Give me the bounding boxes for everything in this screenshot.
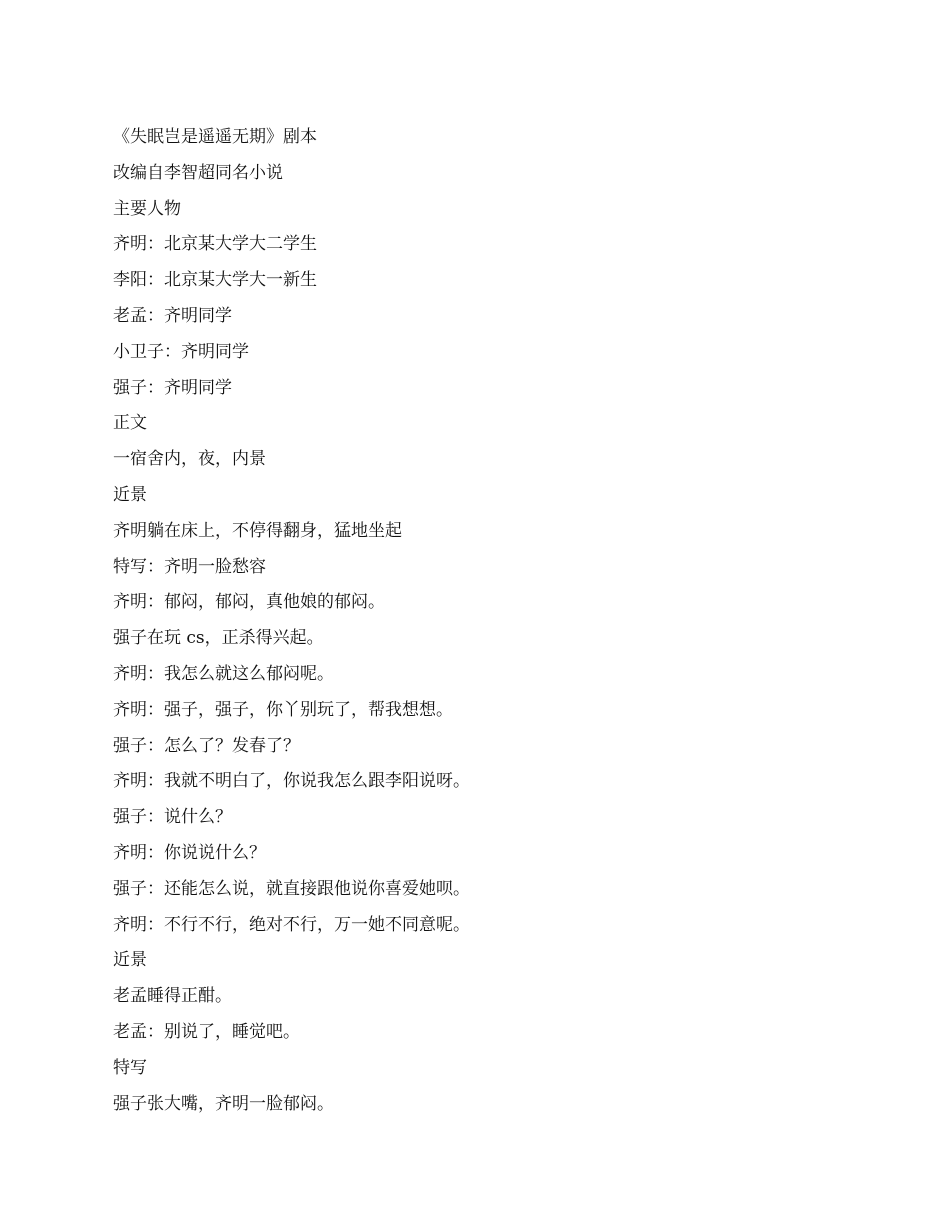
action-line: 老孟睡得正酣。 <box>113 986 232 1007</box>
section-heading-characters: 主要人物 <box>113 198 181 219</box>
character-entry: 小卫子：齐明同学 <box>113 341 249 362</box>
character-entry: 强子：齐明同学 <box>113 377 232 398</box>
section-heading-main: 正文 <box>113 413 147 434</box>
dialogue-line: 齐明：不行不行，绝对不行，万一她不同意呢。 <box>113 914 470 935</box>
script-title: 《失眠岂是遥遥无期》剧本 <box>113 127 317 147</box>
shot-direction: 近景 <box>113 484 147 505</box>
scene-heading: 一宿舍内，夜，内景 <box>113 449 266 470</box>
action-line: 强子在玩 cs，正杀得兴起。 <box>113 628 324 649</box>
character-entry: 李阳：北京某大学大一新生 <box>113 270 317 291</box>
dialogue-line: 齐明：强子，强子，你丫别玩了，帮我想想。 <box>113 699 453 720</box>
shot-direction: 特写：齐明一脸愁容 <box>113 556 266 577</box>
dialogue-line: 齐明：你说说什么？ <box>113 842 266 863</box>
action-line: 齐明躺在床上，不停得翻身，猛地坐起 <box>113 520 402 541</box>
shot-direction: 近景 <box>113 950 147 971</box>
shot-direction: 特写 <box>113 1057 147 1078</box>
dialogue-line: 强子：怎么了？发春了？ <box>113 735 300 756</box>
dialogue-line: 齐明：我就不明白了，你说我怎么跟李阳说呀。 <box>113 771 470 792</box>
dialogue-line: 强子：说什么？ <box>113 807 232 828</box>
dialogue-line: 齐明：我怎么就这么郁闷呢。 <box>113 663 334 684</box>
script-text <box>113 124 893 1126</box>
dialogue-line: 强子：还能怎么说，就直接跟他说你喜爱她呗。 <box>113 878 470 899</box>
character-entry: 老孟：齐明同学 <box>113 305 232 326</box>
dialogue-line: 齐明：郁闷，郁闷，真他娘的郁闷。 <box>113 592 385 613</box>
action-line: 强子张大嘴，齐明一脸郁闷。 <box>113 1093 334 1114</box>
dialogue-line: 老孟：别说了，睡觉吧。 <box>113 1021 300 1042</box>
character-entry: 齐明：北京某大学大二学生 <box>113 234 317 255</box>
adaptation-note: 改编自李智超同名小说 <box>113 162 283 183</box>
